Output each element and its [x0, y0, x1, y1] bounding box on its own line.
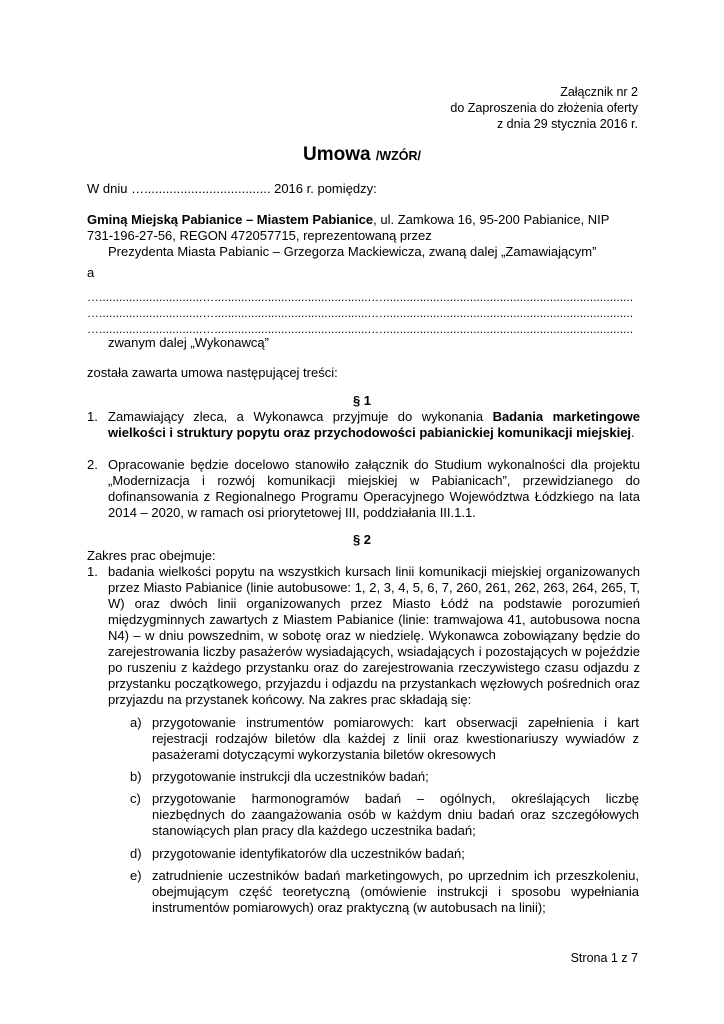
sec1-item1-text: [108, 409, 640, 441]
subitem-letter: c): [130, 791, 141, 806]
subitem-letter: d): [130, 846, 142, 861]
section1-heading: § 1: [352, 393, 372, 408]
blank-line: …...............................…...............................................…...........................................................................: [87, 306, 634, 320]
attachment-reference: do Zaproszenia do złożenia oferty: [450, 101, 638, 115]
subitem-letter: a): [130, 715, 142, 730]
sec1-item2-number: 2.: [87, 457, 98, 472]
page-title: [0, 144, 724, 166]
title-sub: /WZÓR/: [375, 149, 421, 163]
sec1-item1-lead: Zamawiający zleca, a Wykonawca przyjmuje do wykonania: [108, 409, 493, 424]
blank-line: …...............................…...............................................…...........................................................................: [87, 322, 634, 336]
title-main: Umowa: [303, 144, 371, 165]
subitem-text: przygotowanie instrukcji dla uczestników badań;: [152, 769, 429, 784]
party1-rep-role: , zwaną dalej „Zamawiającym”: [421, 244, 597, 259]
party1-block: [87, 212, 639, 244]
subitem-letter: e): [130, 868, 142, 883]
subitem-text: przygotowanie instrumentów pomiarowych: kart obserwacji zapełnienia i kart rejestracji rodzajów biletów dla każdej z linii oraz kwestionariuszy wywiadów z pasażerami dotyczącymi wykorzystania biletów okresowych: [152, 715, 639, 762]
intro-text: została zawarta umowa następującej treści:: [87, 365, 338, 380]
subitem-text: przygotowanie harmonogramów badań – ogólnych, określających liczbę niezbędnych do zaangażowania osób w każdym dniu badań oraz szczegółowych stanowiących plan pracy dla każdego uczestnika badań;: [152, 791, 639, 838]
section2-heading: § 2: [352, 532, 372, 547]
date-line: W dniu …................................... 2016 r. pomiędzy:: [87, 181, 377, 196]
sec2-item1-text: badania wielkości popytu na wszystkich kursach linii komunikacji miejskiej organizowanych przez Miasto Pabianice (linie autobusowe: 1, 2, 3, 4, 5, 6, 7, 260, 261, 262, 263, 264, 265, T, W) oraz dwóch linii organizowanych przez Miasto Łódź na podstawie porozumień międzygminnych zawartych z Miastem Pabianice (linie: tramwajowa 41, autobusowa nocna N4) – w dniu powszednim, w sobotę oraz w niedzielę. Wykonawca zobowiązany będzie do zarejestrowania liczby pasażerów wysiadających, wsiadających i pozostających w pojeździe po ruszeniu z każdego przystanku oraz do zarejestrowania rzeczywistego czasu odjazdu z przystanku początkowego, przyjazdu i odjazdu na przystankach węzłowych pośrednich oraz przyjazdu na przystanek końcowy. Na zakres prac składają się:: [108, 564, 640, 707]
blank-line: …...............................…...............................................…...........................................................................: [87, 290, 634, 304]
party2-label: zwanym dalej „Wykonawcą”: [108, 335, 269, 350]
subitem-text: przygotowanie identyfikatorów dla uczestników badań;: [152, 846, 465, 861]
party1-nip: 731-196-27-56: [87, 228, 173, 243]
party1-rep-name: Prezydenta Miasta Pabianic – Grzegorza Mackiewicza: [108, 244, 422, 259]
sec2-intro: Zakres prac obejmuje:: [87, 548, 216, 563]
sec1-item1-tail: .: [631, 425, 635, 440]
sec1-item1-number: 1.: [87, 409, 98, 424]
party1-name: Gminą Miejską Pabianice – Miastem Pabianice: [87, 212, 374, 227]
sec1-item1-title: Badania marketingowe wielkości i struktury popytu oraz przychodowości pabianickiej komunikacji miejskiej: [108, 409, 640, 440]
party1-representative: [108, 244, 596, 260]
subitem-letter: b): [130, 769, 142, 784]
party1-address: , ul. Zamkowa 16, 95-200 Pabianice, NIP: [373, 212, 610, 227]
sec1-item2-text: Opracowanie będzie docelowo stanowiło załącznik do Studium wykonalności dla projektu „Modernizacja i rozwój komunikacji miejskiej w Pabianicach”, przewidzianego do dofinansowania z Regionalnego Programu Operacyjnego Województwa Łódzkiego na lata 2014 – 2020, w ramach osi priorytetowej III, poddziałania III.1.1.: [108, 457, 640, 520]
attachment-number: Załącznik nr 2: [560, 85, 638, 99]
sec2-item1-number: 1.: [87, 564, 98, 579]
subitem-text: zatrudnienie uczestników badań marketingowych, po uprzednim ich przeszkoleniu, obejmującym część teoretyczną (omówienie instrukcji i sposobu wypełniania instrumentów pomiarowych) oraz praktyczną (w autobusach na linii);: [152, 868, 639, 915]
conjunction: a: [87, 265, 95, 280]
page-number: Strona 1 z 7: [570, 951, 638, 965]
party1-regon: , REGON 472057715, reprezentowaną przez: [172, 228, 432, 243]
attachment-date: z dnia 29 stycznia 2016 r.: [496, 117, 638, 131]
